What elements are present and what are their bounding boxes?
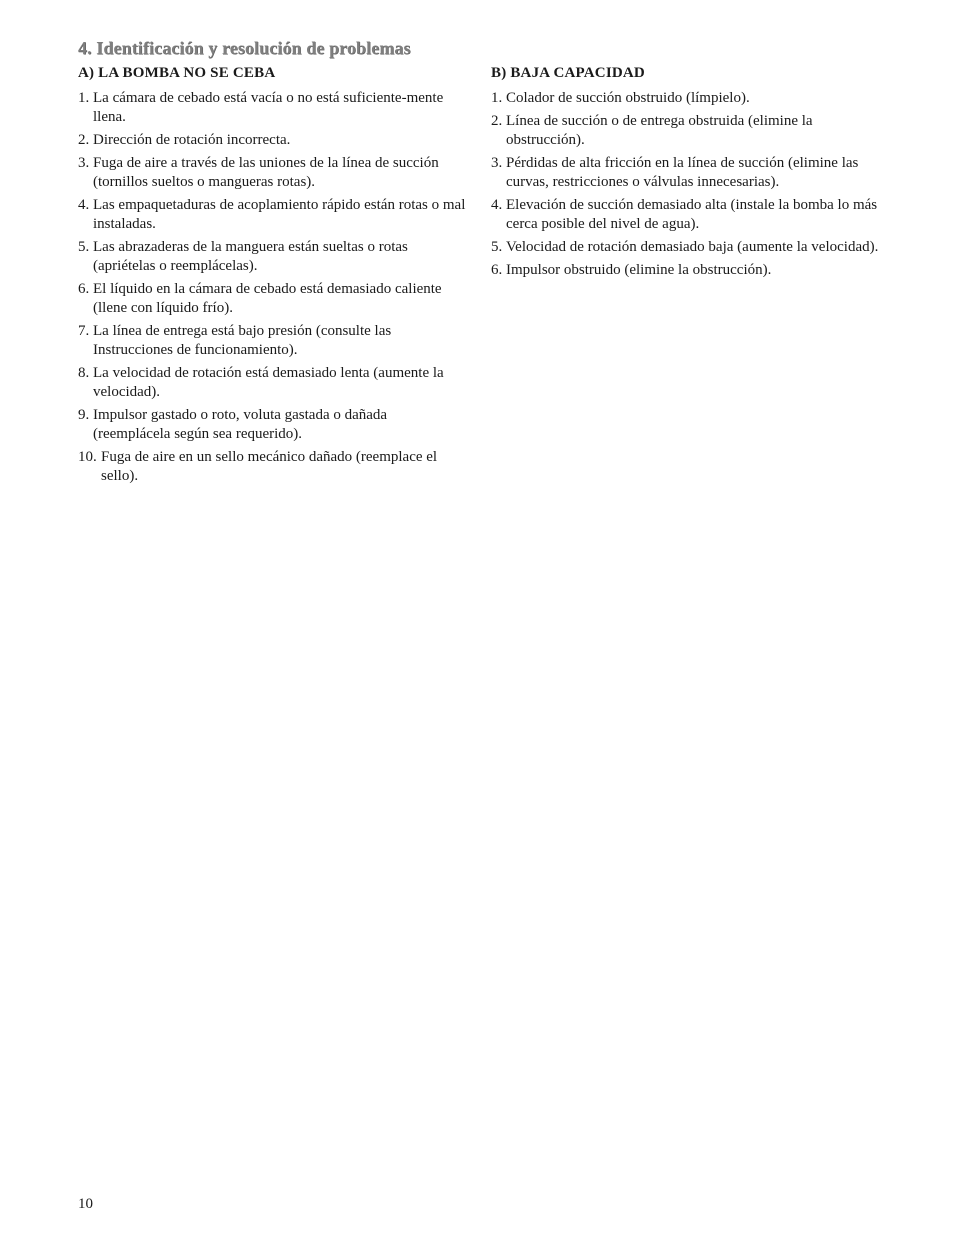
list-item (78, 154, 468, 192)
list-item (78, 322, 468, 360)
right-column (491, 64, 891, 284)
list-item (78, 406, 468, 444)
item-number: 3. (491, 155, 503, 171)
list-item (78, 448, 468, 486)
item-text: Elevación de succión demasiado alta (instale la bomba lo más cerca posible del nivel de agua). (506, 197, 878, 232)
item-number: 5. (78, 239, 90, 255)
item-text: Las empaquetaduras de acoplamiento rápido están rotas o mal instaladas. (93, 197, 466, 232)
item-number: 5. (491, 239, 503, 255)
item-number: 6. (78, 281, 90, 297)
item-text: La línea de entrega está bajo presión (consulte las Instrucciones de funcionamiento). (93, 323, 392, 358)
item-number: 2. (78, 132, 90, 148)
item-text: Velocidad de rotación demasiado baja (aumente la velocidad). (506, 239, 879, 255)
section-heading-b: B) BAJA CAPACIDAD (491, 65, 645, 81)
item-number: 3. (78, 155, 90, 171)
item-number: 1. (491, 90, 503, 106)
list-item (78, 280, 468, 318)
list-item (491, 196, 891, 234)
item-text: Pérdidas de alta fricción en la línea de succión (elimine las curvas, restricciones o válvulas innecesarias). (506, 155, 859, 190)
item-text: Línea de succión o de entrega obstruida (elimine la obstrucción). (506, 113, 813, 148)
list-item (491, 89, 891, 108)
item-number: 2. (491, 113, 503, 129)
problem-list-a (78, 89, 468, 486)
list-item (78, 364, 468, 402)
item-text: Impulsor gastado o roto, voluta gastada o dañada (reemplácela según sea requerido). (93, 407, 388, 442)
item-text: Dirección de rotación incorrecta. (93, 132, 291, 148)
list-item (78, 196, 468, 234)
list-item (78, 89, 468, 127)
item-text: Fuga de aire en un sello mecánico dañado (reemplace el sello). (101, 449, 438, 484)
item-text: Impulsor obstruido (elimine la obstrucción). (506, 262, 772, 278)
item-text: Colador de succión obstruido (límpielo). (506, 90, 750, 106)
item-number: 8. (78, 365, 90, 381)
problem-list-b (491, 89, 891, 280)
list-item (491, 154, 891, 192)
item-number: 7. (78, 323, 90, 339)
list-item (78, 238, 468, 276)
list-item (491, 112, 891, 150)
page-title: 4. Identificación y resolución de problemas (78, 38, 411, 58)
list-item (491, 238, 891, 257)
list-item (491, 261, 891, 280)
item-text: La velocidad de rotación está demasiado lenta (aumente la velocidad). (93, 365, 444, 400)
item-text: El líquido en la cámara de cebado está demasiado caliente (llene con líquido frío). (93, 281, 442, 316)
item-number: 4. (491, 197, 503, 213)
item-number: 1. (78, 90, 90, 106)
item-number: 10. (78, 449, 97, 465)
page-number: 10 (78, 1196, 93, 1212)
item-text: Fuga de aire a través de las uniones de la línea de succión (tornillos sueltos o mangueras rotas). (93, 155, 439, 190)
section-heading-a: A) LA BOMBA NO SE CEBA (78, 65, 276, 81)
item-text: Las abrazaderas de la manguera están sueltas o rotas (apriételas o reemplácelas). (93, 239, 408, 274)
list-item (78, 131, 468, 150)
item-text: La cámara de cebado está vacía o no está suficiente-mente llena. (93, 90, 444, 125)
item-number: 4. (78, 197, 90, 213)
item-number: 9. (78, 407, 90, 423)
left-column (78, 64, 468, 490)
item-number: 6. (491, 262, 503, 278)
